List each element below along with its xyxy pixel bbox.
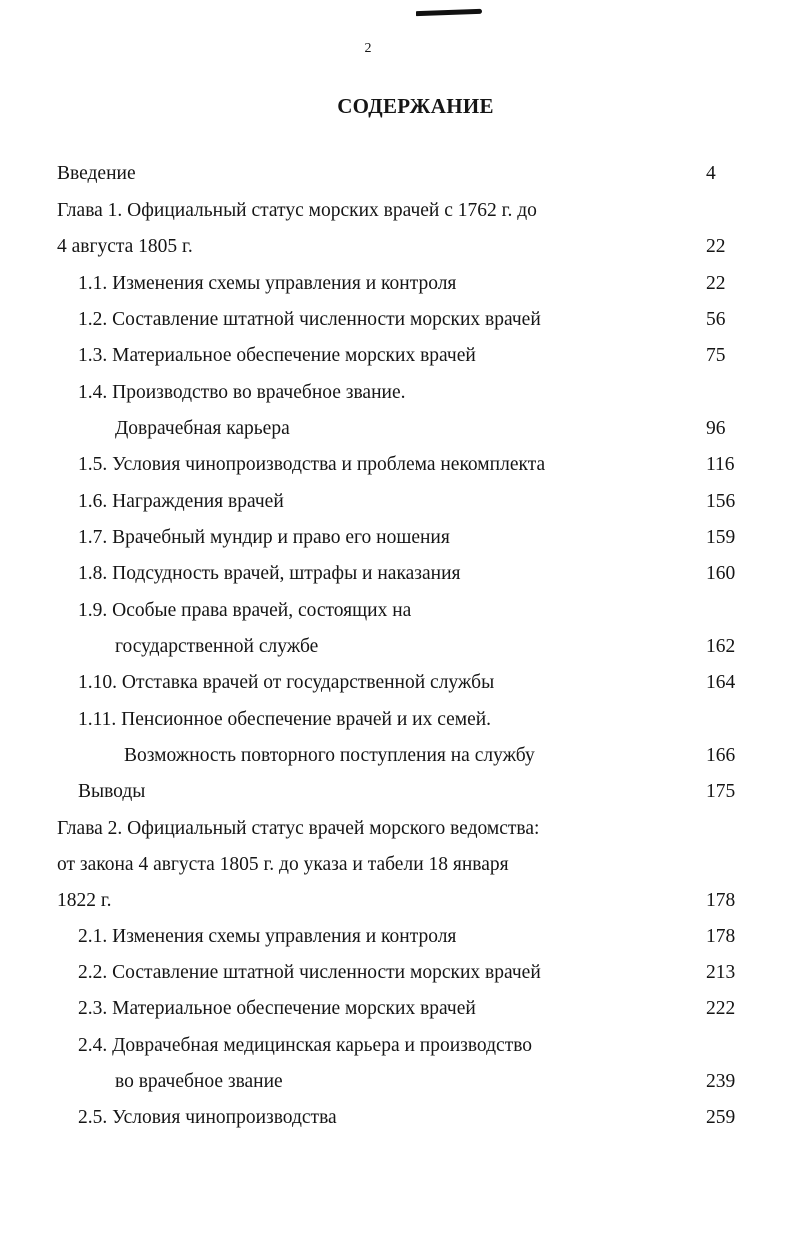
toc-entry-page: 4 — [706, 163, 716, 184]
toc-entry-title: Выводы — [78, 781, 146, 802]
toc-entry-title: 2.5. Условия чинопроизводства — [78, 1107, 337, 1128]
toc-entry — [0, 632, 798, 662]
toc-entry — [0, 1103, 798, 1133]
toc-entry — [0, 741, 798, 771]
toc-entry — [0, 523, 798, 553]
toc-entry — [0, 958, 798, 988]
toc-entry-page: 164 — [706, 672, 736, 693]
toc-entry-title: Введение — [57, 163, 136, 184]
toc-entry — [0, 341, 798, 371]
toc-entry-page: 178 — [706, 926, 736, 947]
toc-entry-page: 160 — [706, 563, 736, 584]
toc-entry-page: 159 — [706, 527, 736, 548]
toc-entry — [0, 705, 798, 735]
toc-entry — [0, 994, 798, 1024]
toc-entry-page: 166 — [706, 745, 736, 766]
toc-entry — [0, 414, 798, 444]
toc-entry-title: 1.2. Составление штатной численности морских врачей — [78, 309, 541, 330]
toc-entry-title: 2.3. Материальное обеспечение морских врачей — [78, 998, 476, 1019]
toc-entry-page: 96 — [706, 418, 726, 439]
toc-entry-title: Глава 1. Официальный статус морских врачей с 1762 г. до — [57, 200, 537, 221]
toc-entry-title: государственной службе — [115, 636, 319, 657]
toc-entry — [0, 668, 798, 698]
toc-entry-page: 75 — [706, 345, 726, 366]
toc-entry — [0, 487, 798, 517]
toc-entry-page: 178 — [706, 890, 736, 911]
toc-entry-page: 222 — [706, 998, 736, 1019]
toc-entry-title: 1.9. Особые права врачей, состоящих на — [78, 600, 412, 621]
toc-entry-page: 175 — [706, 781, 736, 802]
toc-entry-title: 1822 г. — [57, 890, 112, 911]
toc-entry — [0, 850, 798, 880]
toc-entry-title: 1.8. Подсудность врачей, штрафы и наказания — [78, 563, 461, 584]
toc-entry-title: Доврачебная карьера — [115, 418, 290, 439]
toc-entry-title: 1.1. Изменения схемы управления и контроля — [78, 273, 457, 294]
toc-entry-title: 2.2. Составление штатной численности морских врачей — [78, 962, 541, 983]
toc-entry-page: 22 — [706, 236, 726, 257]
toc-entry-page: 56 — [706, 309, 726, 330]
page-title: СОДЕРЖАНИЕ — [337, 94, 494, 118]
toc-entry-title: во врачебное звание — [115, 1071, 283, 1092]
toc-entry-page: 259 — [706, 1107, 736, 1128]
toc-entry — [0, 922, 798, 952]
toc-entry-title: от закона 4 августа 1805 г. до указа и табели 18 января — [57, 854, 509, 875]
toc-entry-title: 2.1. Изменения схемы управления и контроля — [78, 926, 457, 947]
toc-entry-title: 2.4. Доврачебная медицинская карьера и производство — [78, 1035, 533, 1056]
toc-entry — [0, 1067, 798, 1097]
toc-entry — [0, 559, 798, 589]
toc-entry-title: Глава 2. Официальный статус врачей морского ведомства: — [57, 818, 540, 839]
toc-entry — [0, 305, 798, 335]
toc-entry-page: 213 — [706, 962, 736, 983]
toc-entry — [0, 450, 798, 480]
toc-entry-title: 1.5. Условия чинопроизводства и проблема некомплекта — [78, 454, 546, 475]
toc-entry-title: 1.11. Пенсионное обеспечение врачей и их семей. — [78, 709, 492, 730]
toc-entry — [0, 196, 798, 226]
toc-entry-page: 162 — [706, 636, 736, 657]
toc-entry — [0, 269, 798, 299]
toc-entry-title: 1.7. Врачебный мундир и право его ношения — [78, 527, 450, 548]
toc-entry-title: 1.10. Отставка врачей от государственной службы — [78, 672, 495, 693]
toc-entry-page: 22 — [706, 273, 726, 294]
toc-entry — [0, 1031, 798, 1061]
page-number: 2 — [364, 41, 372, 56]
toc-entry-page: 156 — [706, 491, 736, 512]
toc-entry-title: 4 августа 1805 г. — [57, 236, 193, 257]
toc-entry — [0, 232, 798, 262]
toc-entry-page: 239 — [706, 1071, 736, 1092]
toc-entry — [0, 596, 798, 626]
toc-entry-title: 1.3. Материальное обеспечение морских врачей — [78, 345, 476, 366]
toc-entry-title: Возможность повторного поступления на службу — [124, 745, 535, 766]
toc-entry-title: 1.6. Награждения врачей — [78, 491, 284, 512]
toc-entry — [0, 378, 798, 408]
toc-entry-title: 1.4. Производство во врачебное звание. — [78, 382, 406, 403]
toc-entry — [0, 777, 798, 807]
toc-entry — [0, 814, 798, 844]
toc-entry — [0, 159, 798, 189]
toc-entry — [0, 886, 798, 916]
scan-artifact-mark — [416, 9, 482, 16]
toc-entry-page: 116 — [706, 454, 735, 475]
